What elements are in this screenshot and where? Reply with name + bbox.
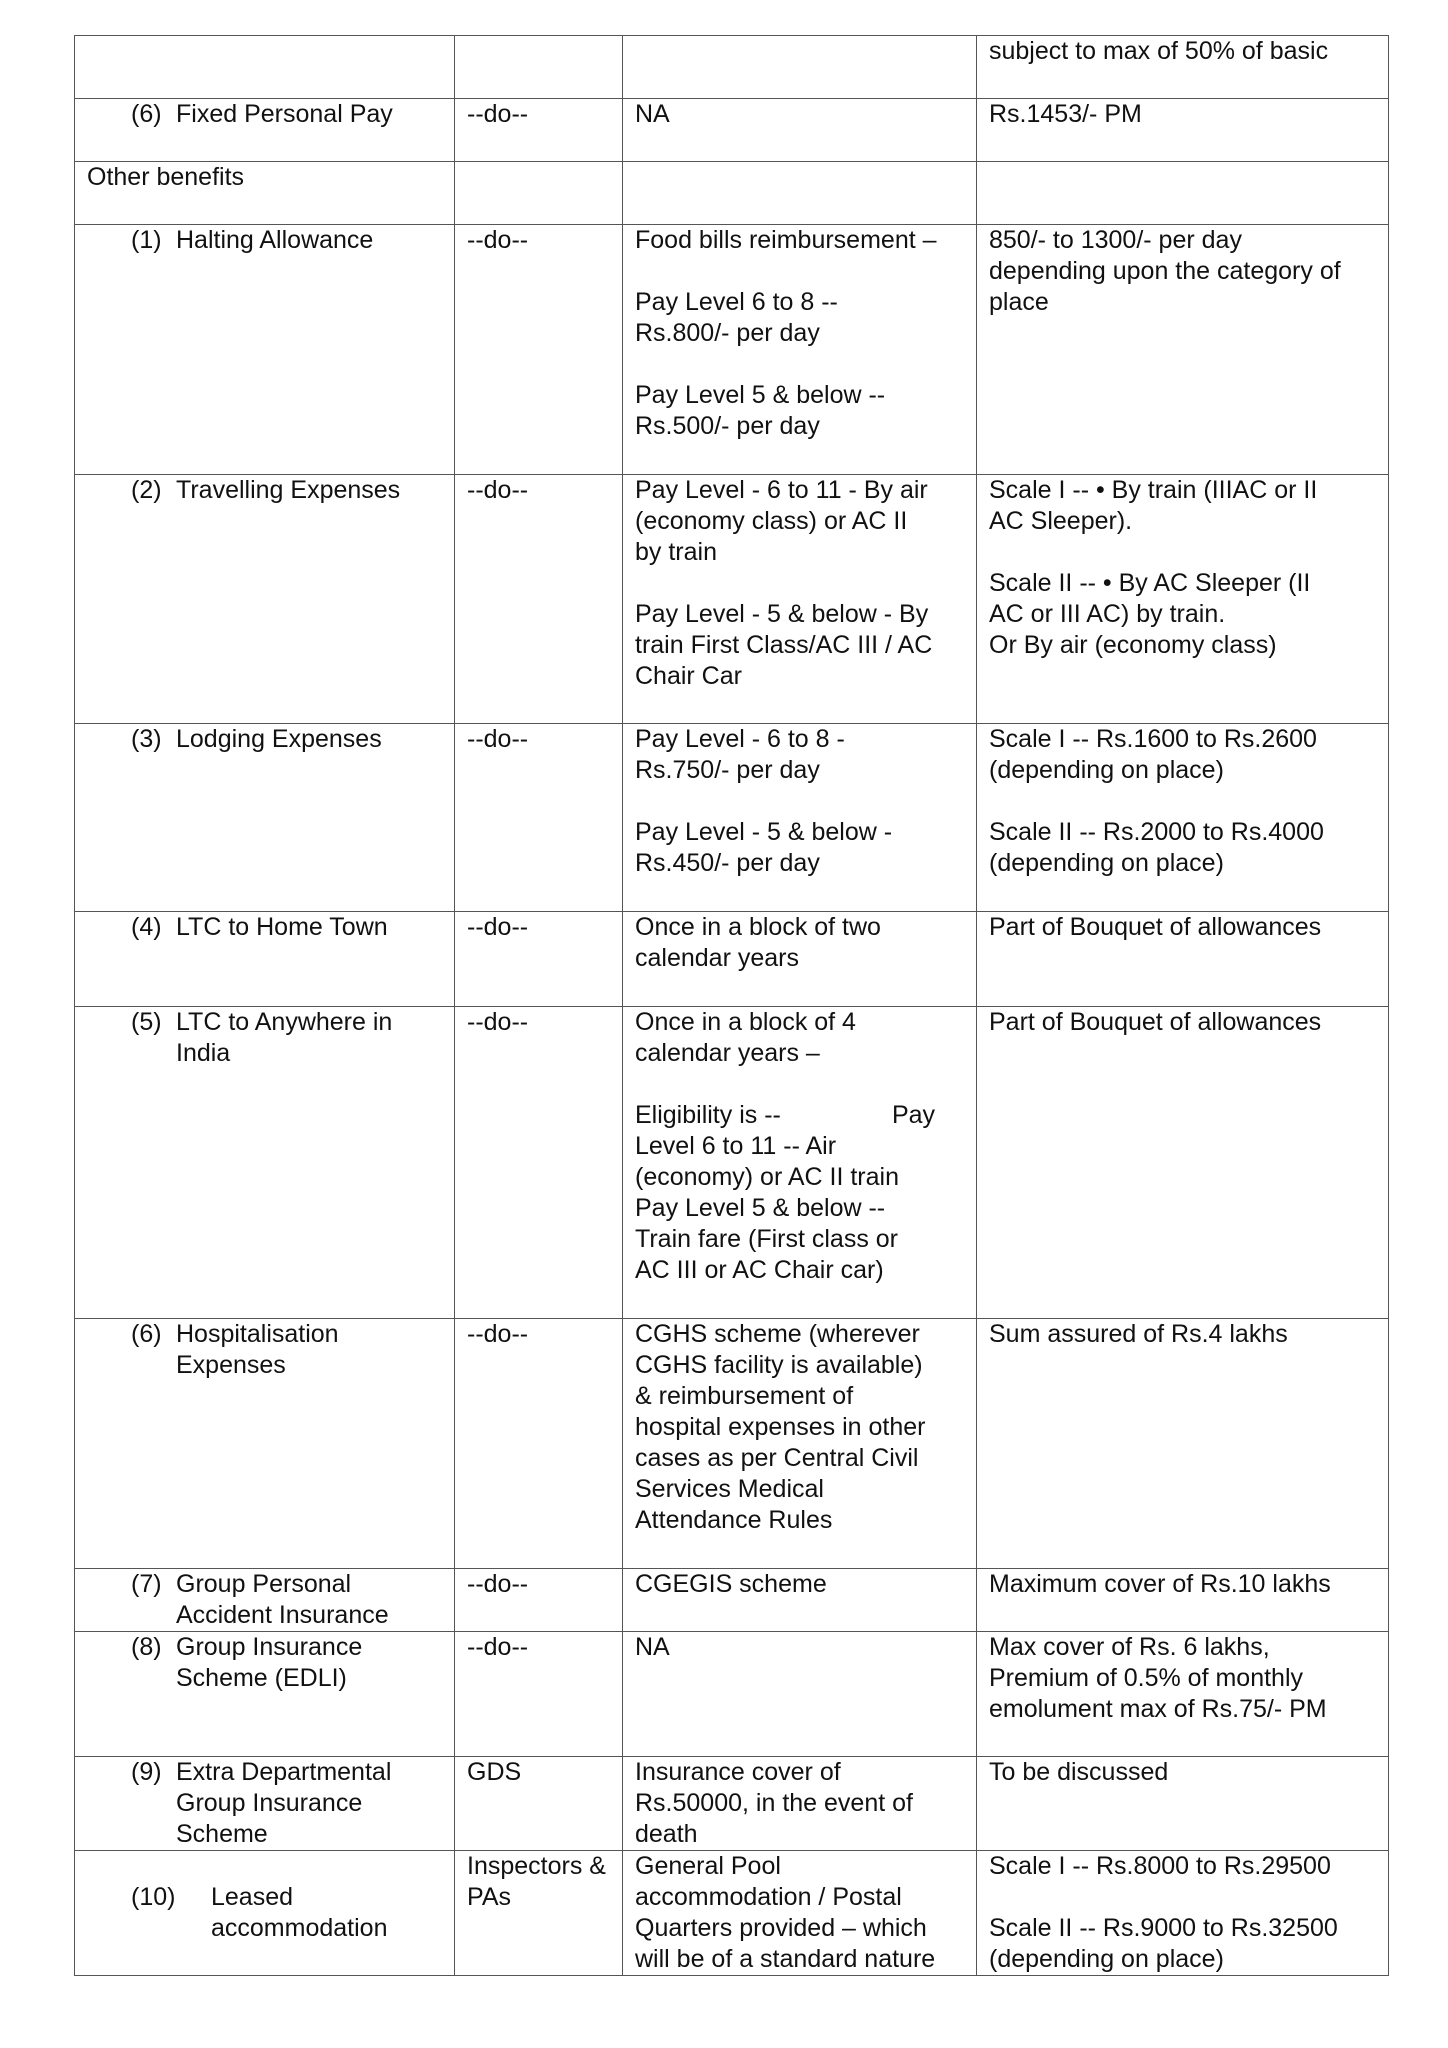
current-cell: Insurance cover of Rs.50000, in the event of death	[623, 1757, 977, 1851]
benefit-cell: (10) Leased accommodation	[75, 1851, 455, 1976]
benefits-table	[74, 35, 1389, 1976]
table-row	[75, 1851, 1389, 1976]
proposed-cell: Part of Bouquet of allowances	[977, 1007, 1389, 1319]
table-row	[75, 36, 1389, 99]
current-cell: NA	[623, 99, 977, 162]
category-cell: --do--	[455, 475, 623, 724]
benefit-cell: (6) Fixed Personal Pay	[75, 99, 455, 162]
benefit-cell: (5) LTC to Anywhere in India	[75, 1007, 455, 1319]
current-cell: CGHS scheme (wherever CGHS facility is available) & reimbursement of hospital expenses in other cases as per Central Civil Services Medical Attendance Rules	[623, 1319, 977, 1569]
benefit-cell: (9) Extra Departmental Group Insurance Scheme	[75, 1757, 455, 1851]
proposed-cell: Max cover of Rs. 6 lakhs, Premium of 0.5% of monthly emolument max of Rs.75/- PM	[977, 1632, 1389, 1757]
benefit-cell	[75, 36, 455, 99]
benefit-cell: (6) Hospitalisation Expenses	[75, 1319, 455, 1569]
benefit-cell: (1) Halting Allowance	[75, 225, 455, 475]
proposed-cell: 850/- to 1300/- per day depending upon the category of place	[977, 225, 1389, 475]
table-row	[75, 1757, 1389, 1851]
proposed-cell: Part of Bouquet of allowances	[977, 912, 1389, 1007]
proposed-cell: Maximum cover of Rs.10 lakhs	[977, 1569, 1389, 1632]
current-cell	[623, 36, 977, 99]
current-cell: General Pool accommodation / Postal Quarters provided – which will be of a standard nature	[623, 1851, 977, 1976]
table-row	[75, 724, 1389, 912]
table-row	[75, 475, 1389, 724]
current-cell: Food bills reimbursement – Pay Level 6 to 8 -- Rs.800/- per day Pay Level 5 & below -- Rs.500/- per day	[623, 225, 977, 475]
category-cell: GDS	[455, 1757, 623, 1851]
table-row	[75, 1319, 1389, 1569]
category-cell: --do--	[455, 1569, 623, 1632]
category-cell: --do--	[455, 1007, 623, 1319]
table-row	[75, 99, 1389, 162]
proposed-cell: Sum assured of Rs.4 lakhs	[977, 1319, 1389, 1569]
benefit-cell: (4) LTC to Home Town	[75, 912, 455, 1007]
proposed-cell: subject to max of 50% of basic	[977, 36, 1389, 99]
table-row	[75, 1632, 1389, 1757]
section-row	[75, 162, 1389, 225]
table-row	[75, 1007, 1389, 1319]
table-row	[75, 1569, 1389, 1632]
benefit-cell: (3) Lodging Expenses	[75, 724, 455, 912]
category-cell: --do--	[455, 724, 623, 912]
category-cell: --do--	[455, 1632, 623, 1757]
table-row	[75, 912, 1389, 1007]
proposed-cell: Rs.1453/- PM	[977, 99, 1389, 162]
table-row	[75, 225, 1389, 475]
benefit-cell: (8) Group Insurance Scheme (EDLI)	[75, 1632, 455, 1757]
current-cell: Pay Level - 6 to 8 - Rs.750/- per day Pay Level - 5 & below - Rs.450/- per day	[623, 724, 977, 912]
category-cell: --do--	[455, 99, 623, 162]
current-cell: Once in a block of 4 calendar years – Eligibility is -- Pay Level 6 to 11 -- Air (economy) or AC II train Pay Level 5 & below -- Train fare (First class or AC III or AC Chair car)	[623, 1007, 977, 1319]
category-cell: --do--	[455, 225, 623, 475]
current-cell: Pay Level - 6 to 11 - By air (economy class) or AC II by train Pay Level - 5 & below - By train First Class/AC III / AC Chair Car	[623, 475, 977, 724]
current-cell: Once in a block of two calendar years	[623, 912, 977, 1007]
category-cell: Inspectors & PAs	[455, 1851, 623, 1976]
current-cell: NA	[623, 1632, 977, 1757]
proposed-cell: Scale I -- • By train (IIIAC or II AC Sleeper). Scale II -- • By AC Sleeper (II AC or III AC) by train. Or By air (economy class)	[977, 475, 1389, 724]
benefit-cell: (2) Travelling Expenses	[75, 475, 455, 724]
proposed-cell: To be discussed	[977, 1757, 1389, 1851]
current-cell: CGEGIS scheme	[623, 1569, 977, 1632]
benefit-cell: (7) Group Personal Accident Insurance	[75, 1569, 455, 1632]
section-heading: Other benefits	[75, 162, 455, 225]
category-cell: --do--	[455, 912, 623, 1007]
proposed-cell: Scale I -- Rs.8000 to Rs.29500 Scale II -- Rs.9000 to Rs.32500 (depending on place)	[977, 1851, 1389, 1976]
category-cell	[455, 36, 623, 99]
category-cell: --do--	[455, 1319, 623, 1569]
proposed-cell: Scale I -- Rs.1600 to Rs.2600 (depending on place) Scale II -- Rs.2000 to Rs.4000 (depending on place)	[977, 724, 1389, 912]
